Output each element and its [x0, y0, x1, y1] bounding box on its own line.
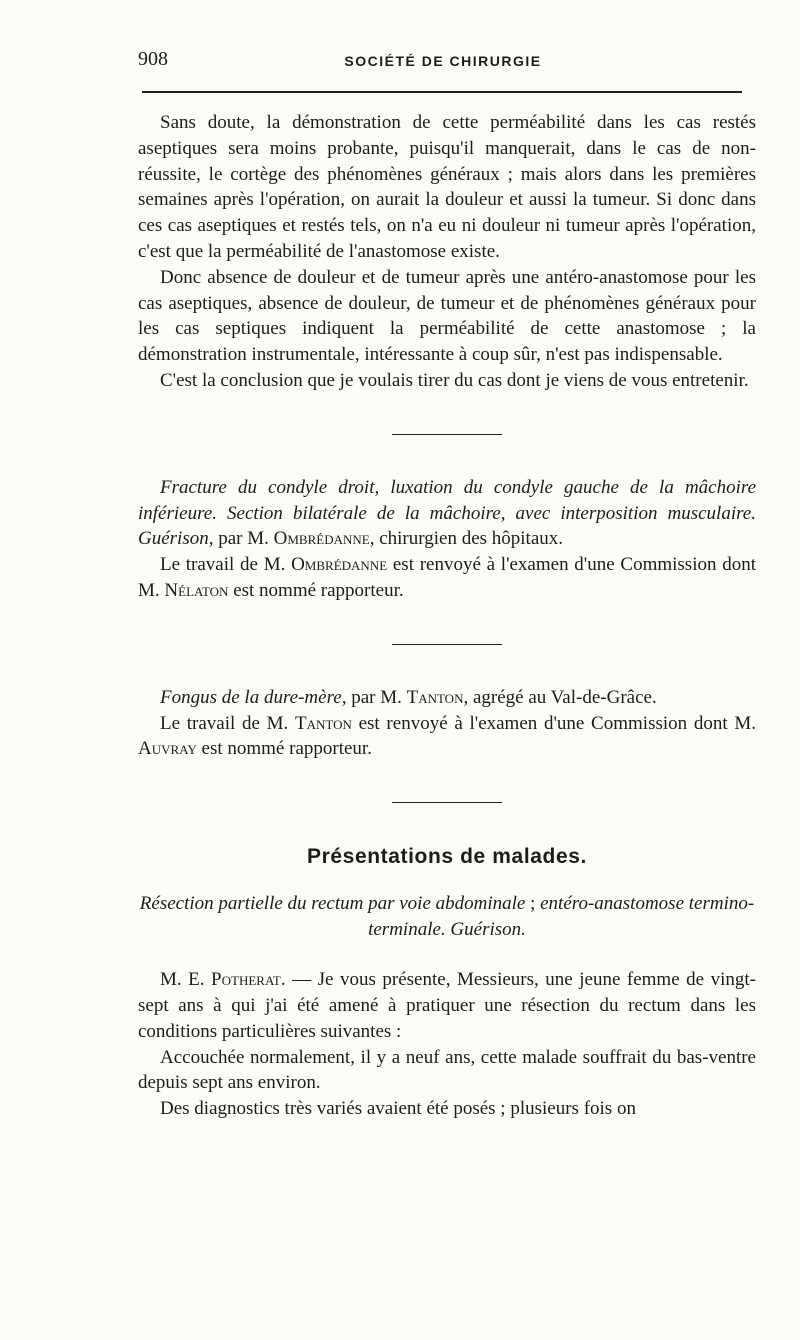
paragraph: Sans doute, la démonstration de cette perméabilité dans les cas restés aseptiques sera moins probante, puisqu'il manquerait, dans le cas de non-réussite, le cortège des phénomènes généraux ; mais alors dans les premières semaines après l'opération, on aurait la douleur et aussi la tumeur. Si donc dans ces cas aseptiques et restés tels, on n'a eu ni douleur ni tumeur après l'opération, c'est que la perméabilité de l'anastomose existe.: [138, 112, 756, 262]
separator-rule: [392, 434, 502, 435]
presentation-text: . — Je vous présente, Messieurs, une jeune femme de vingt-sept ans à qui j'ai été amené à pratiquer une résection du rectum dans les conditions particulières suivantes :: [138, 969, 757, 1042]
page-header: [138, 48, 748, 78]
paragraph: Des diagnostics très variés avaient été posés ; plusieurs fois on: [160, 1098, 636, 1120]
paragraph: C'est la conclusion que je voulais tirer du cas dont je viens de vous entretenir.: [160, 369, 749, 391]
referral-text: Le travail de M.: [160, 712, 296, 734]
communication-title: Fongus de la dure-mère,: [160, 686, 347, 708]
paragraph: Accouchée normalement, il y a neuf ans, cette malade souffrait du bas-ventre depuis sept ans environ.: [138, 1046, 756, 1094]
page-body: [138, 110, 756, 1122]
referral-text: est renvoyé à l'examen d'une Commission dont M.: [351, 712, 756, 734]
author-name: Tanton: [406, 686, 464, 708]
presentation-paragraph: [138, 967, 756, 1044]
referral-text: est nommé rapporteur.: [228, 579, 404, 601]
subtitle-text: Résection partielle du rectum par voie abdominale: [139, 893, 526, 915]
communication-title-paragraph: [138, 475, 756, 552]
author-name: Ombrédanne: [291, 554, 388, 576]
subtitle-separator: ;: [525, 893, 541, 915]
communication-title-paragraph: [138, 685, 756, 711]
referral-text: est nommé rapporteur.: [196, 738, 372, 760]
speaker-name: Potherat: [211, 969, 281, 991]
by-text: par M.: [346, 686, 407, 708]
author-name: Tanton: [295, 712, 352, 734]
speaker-prefix: M. E.: [160, 969, 212, 991]
section-title: Présentations de malades.: [307, 845, 587, 869]
by-text: par M.: [213, 528, 274, 550]
section-subtitle: [138, 891, 756, 943]
page-number: 908: [138, 48, 168, 70]
running-head: SOCIÉTÉ DE CHIRURGIE: [344, 53, 542, 69]
referral-text: est renvoyé à l'examen d'une Commission dont M.: [138, 554, 756, 601]
author-affiliation: , chirurgien des hôpitaux.: [369, 528, 564, 550]
rapporteur-name: Auvray: [138, 738, 197, 760]
communication-title: Fracture du condyle droit, luxation du condyle gauche de la mâchoire inférieure. Section bilatérale de la mâchoire, avec interposition musculaire. Guérison,: [138, 476, 756, 550]
referral-text: Le travail de M.: [160, 554, 292, 576]
rapporteur-name: Nélaton: [164, 579, 229, 601]
separator-rule: [392, 644, 502, 645]
author-name: Ombrédanne: [273, 528, 370, 550]
referral-paragraph: [138, 711, 756, 763]
referral-paragraph: [138, 552, 756, 604]
subtitle-text: entéro-anastomose termino-terminale. Guérison.: [368, 893, 755, 941]
paragraph: Donc absence de douleur et de tumeur après une antéro-anastomose pour les cas aseptiques, absence de douleur, de tumeur et de phénomènes généraux pour les cas septiques indiquent la perméabilité de cette anastomose ; la démonstration instrumentale, intéressante à coup sûr, n'est pas indispensable.: [138, 266, 756, 366]
separator-rule: [392, 802, 502, 803]
author-affiliation: , agrégé au Val-de-Grâce.: [463, 686, 657, 708]
header-rule: [142, 91, 742, 93]
